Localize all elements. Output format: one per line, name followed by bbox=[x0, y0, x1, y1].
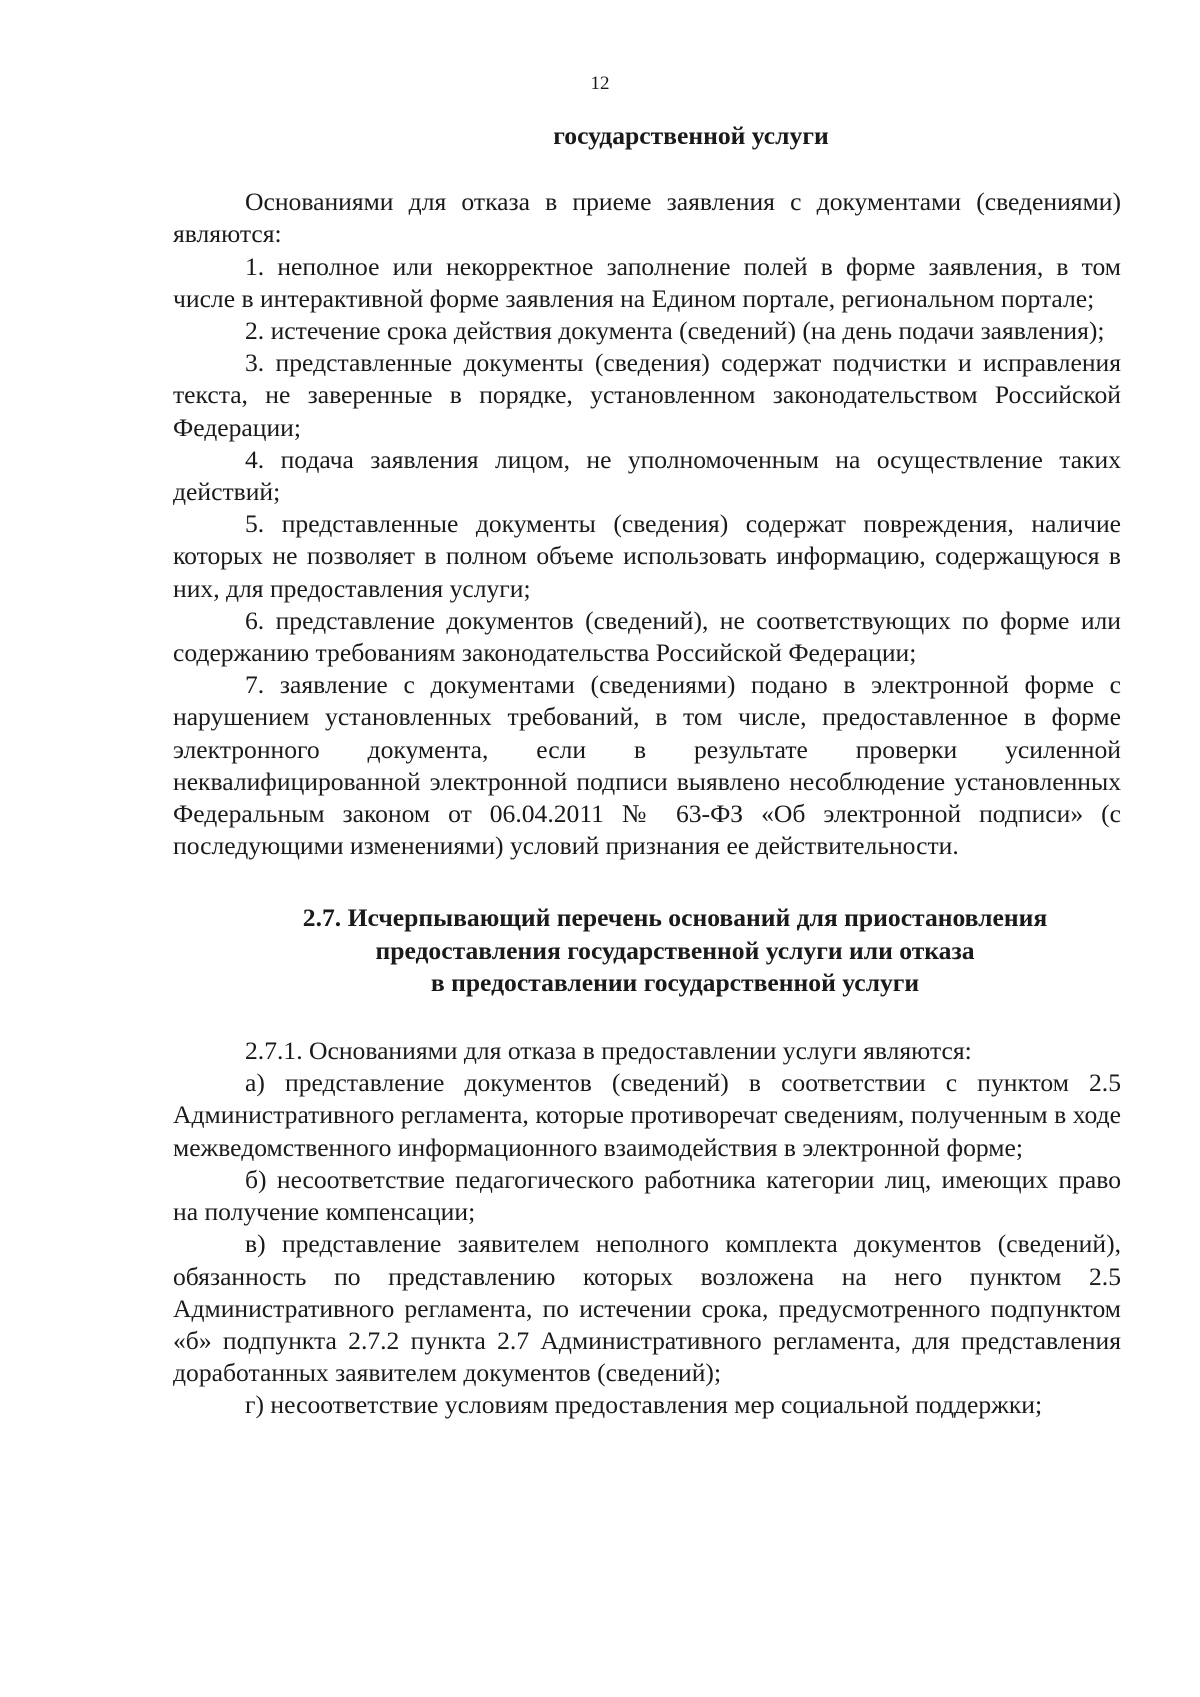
refusal-item-3: 3. представленные документы (сведения) содержат подчистки и исправления текста, не заверенные в порядке, установленном законодательством Российской Федерации; bbox=[173, 348, 1121, 442]
section-heading-line-2: предоставления государственной услуги или отказа bbox=[375, 935, 975, 965]
section-heading-line-1: 2.7. Исчерпывающий перечень оснований для приостановления bbox=[302, 903, 1048, 933]
page-content bbox=[173, 120, 1121, 1422]
refusal-item-4: 4. подача заявления лицом, не уполномоченным на осуществление таких действий; bbox=[173, 444, 1121, 507]
section-2-7-heading bbox=[173, 902, 1121, 999]
section-heading-line-3: в предоставлении государственной услуги bbox=[430, 967, 920, 997]
refusal-item-1: 1. неполное или некорректное заполнение полей в форме заявления, в том числе в интерактивной форме заявления на Едином портале, региональном портале; bbox=[173, 251, 1121, 313]
section-heading-continued: государственной услуги bbox=[553, 121, 829, 150]
refusal-item-6: 6. представление документов (сведений), не соответствующих по форме или содержанию требованиям законодательства Российской Федерации; bbox=[173, 605, 1121, 668]
section-item-v: в) представление заявителем неполного комплекта документов (сведений), обязанность по представлению которых возложена на него пунктом 2.5 Административного регламента, по истечении срока, предусмотренного подпунктом «б» подпункта 2.7.2 пункта 2.7 Административного регламента, для представления доработанных заявителем документов (сведений); bbox=[173, 1229, 1121, 1388]
page-number: 12 bbox=[590, 73, 610, 94]
refusal-item-7: 7. заявление с документами (сведениями) подано в электронной форме с нарушением установленных требований, в том числе, предоставленное в форме электронного документа, если в результате проверки усиленной неквалифицированной электронной подписи выявлено несоблюдение установленных Федеральным законом от 06.04.2011 № 63-ФЗ «Об электронной подписи» (с последующими изменениями) условий признания ее действительности. bbox=[173, 670, 1121, 861]
section-item-g: г) несоответствие условиям предоставления мер социальной поддержки; bbox=[245, 1390, 1043, 1420]
refusal-item-2: 2. истечение срока действия документа (сведений) (на день подачи заявления); bbox=[245, 316, 1105, 346]
refusal-item-5: 5. представленные документы (сведения) содержат повреждения, наличие которых не позволяет в полном объеме использовать информацию, содержащуюся в них, для предоставления услуги; bbox=[173, 509, 1121, 603]
section-2-7-1-intro: 2.7.1. Основаниями для отказа в предоставлении услуги являются: bbox=[245, 1036, 972, 1066]
refusal-intro-paragraph: Основаниями для отказа в приеме заявления с документами (сведениями) являются: bbox=[173, 187, 1121, 249]
section-item-a: а) представление документов (сведений) в соответствии с пунктом 2.5 Административного регламента, которые противоречат сведениям, полученным в ходе межведомственного информационного взаимодействия в электронной форме; bbox=[173, 1068, 1121, 1162]
section-item-b: б) несоответствие педагогического работника категории лиц, имеющих право на получение компенсации; bbox=[173, 1164, 1121, 1227]
